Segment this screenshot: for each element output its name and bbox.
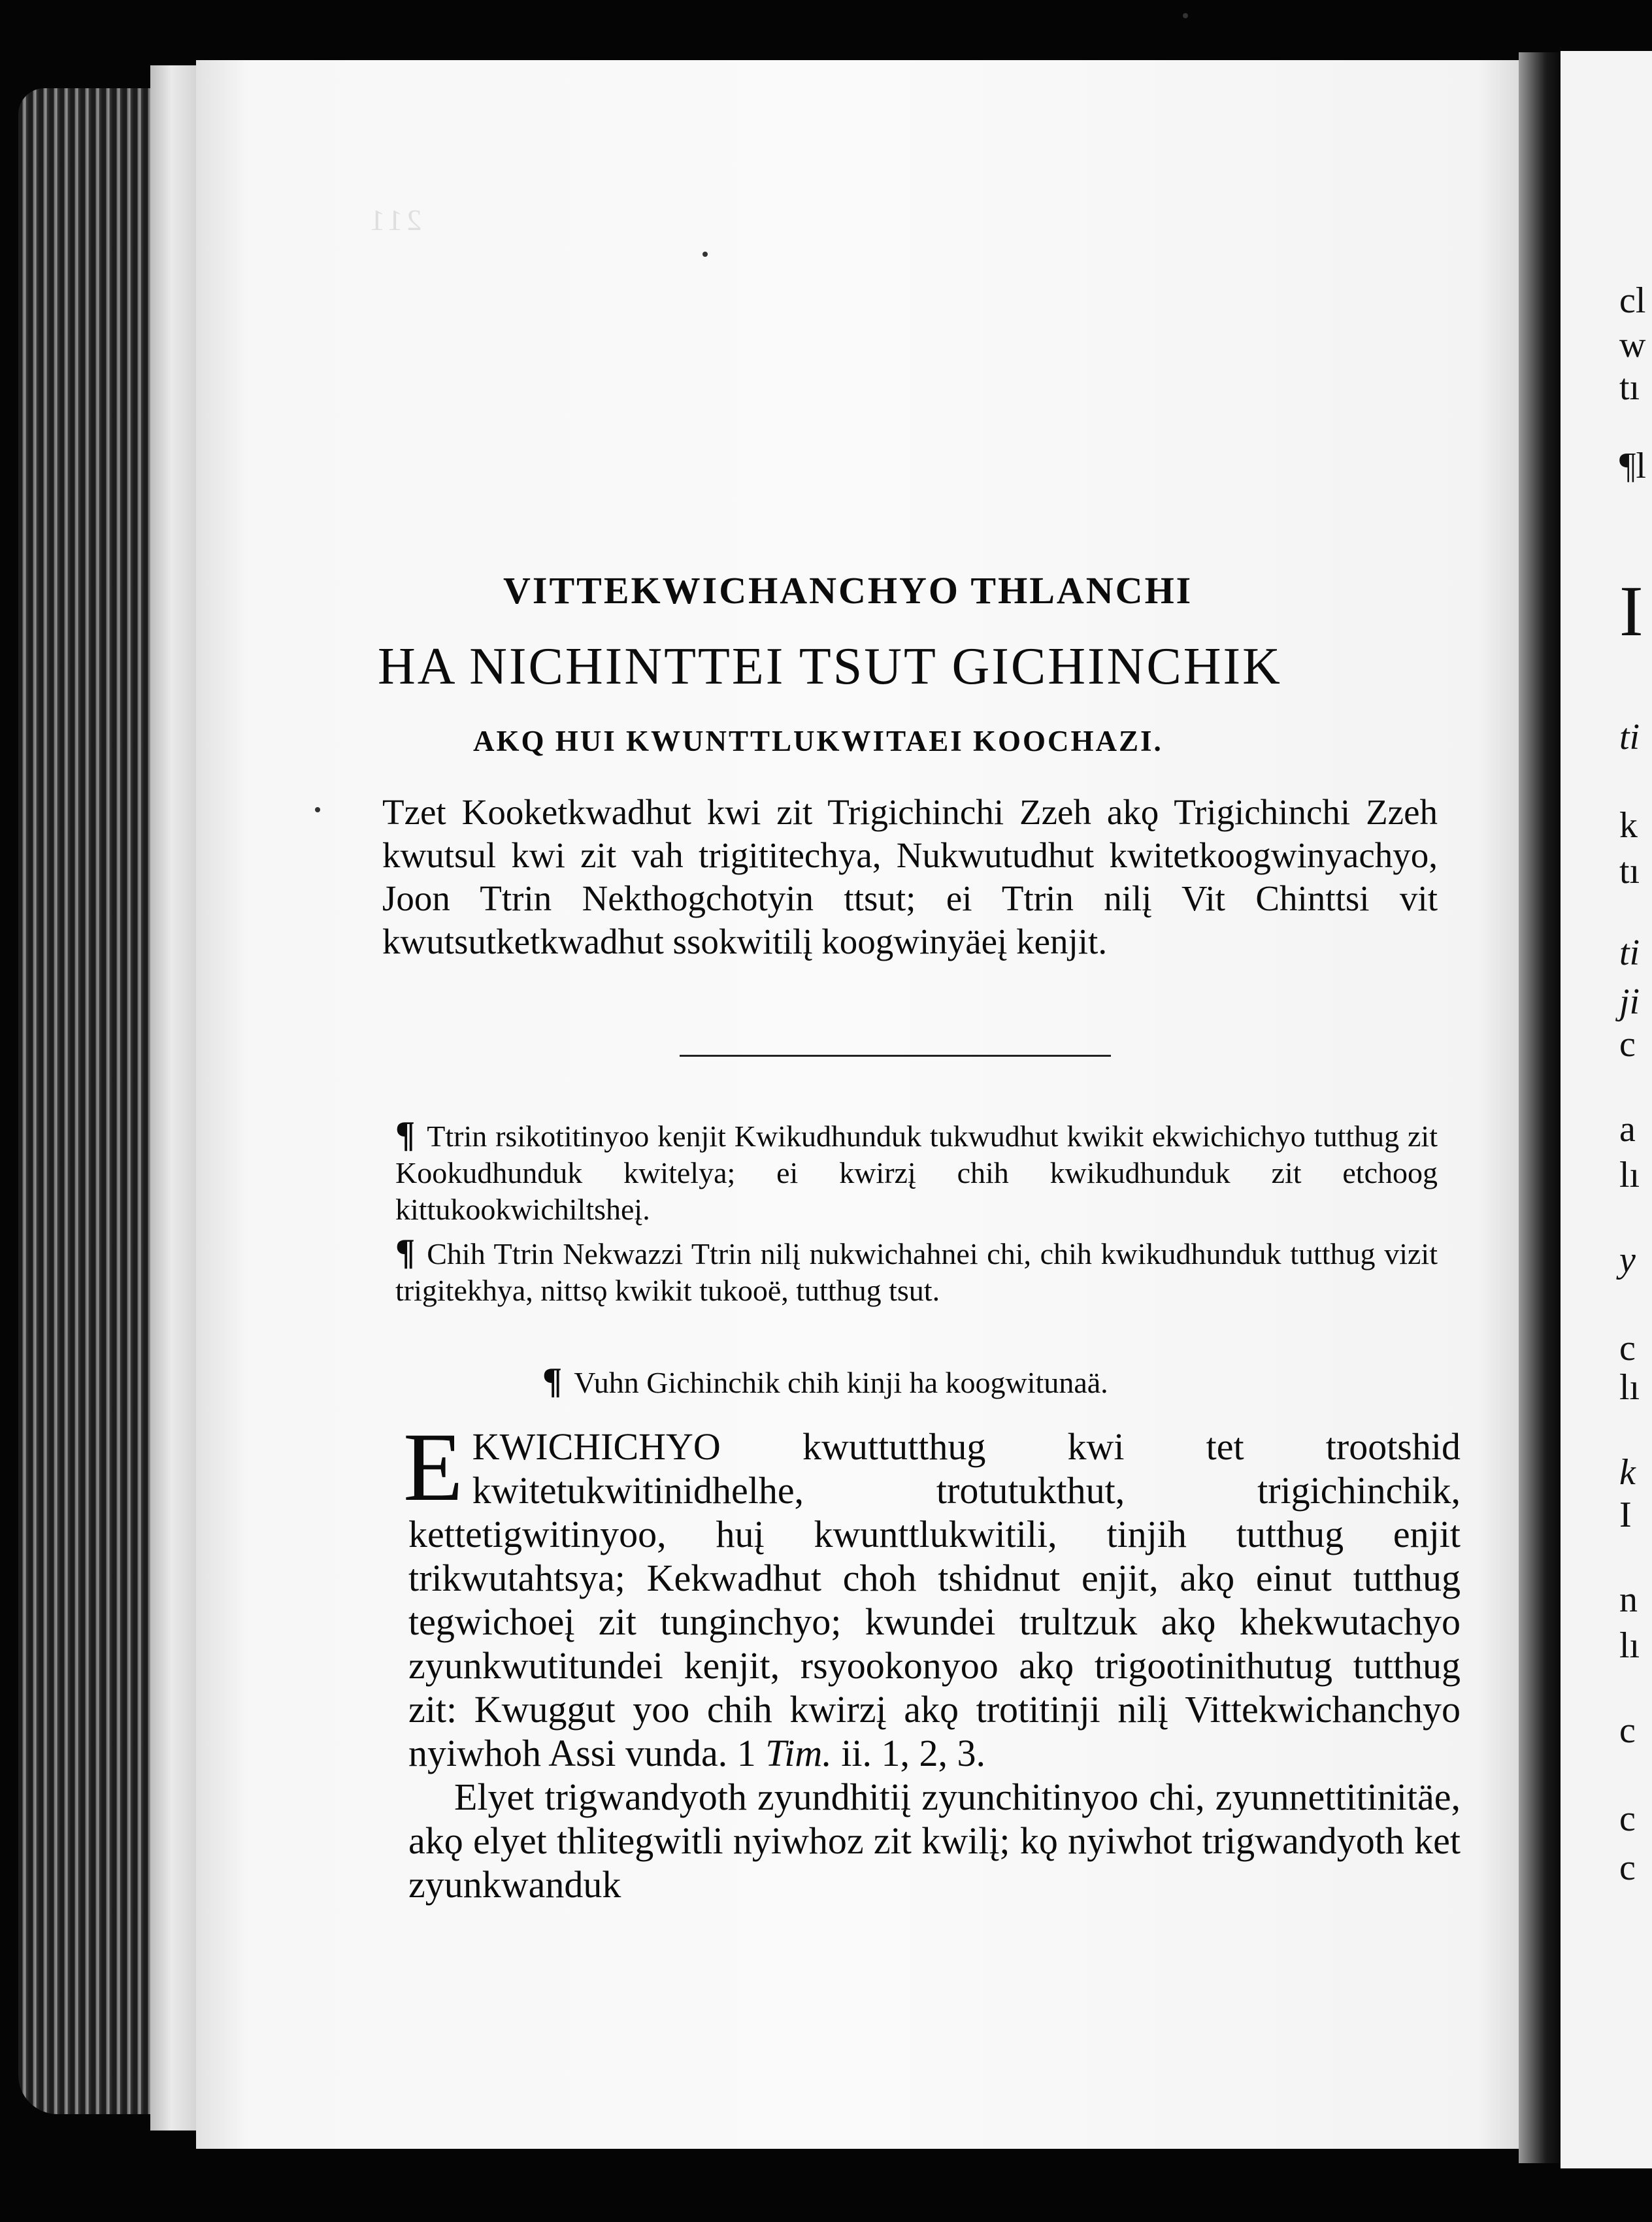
facing-fragment: I: [1619, 1495, 1632, 1535]
facing-fragment: lı: [1619, 1625, 1640, 1666]
drop-cap: E: [403, 1413, 463, 1521]
facing-fragment: c: [1619, 1799, 1636, 1839]
facing-fragment: n: [1619, 1580, 1638, 1620]
facing-fragment: y: [1619, 1240, 1636, 1280]
facing-fragment: ti: [1619, 717, 1640, 757]
body-text: [403, 1413, 1461, 1906]
facing-fragment: tı: [1619, 851, 1640, 891]
paragraph-1-text: KWICHICHYO kwuttutthug kwi tet trootshid kwitetukwitinidhelhe, trotutukthut, trigichinchik, kettetigwitinyoo, huį kwunttlukwitili, tinjih tutthug enjit trikwutahtsya; Kekwadhut choh tshidnut enjit, akǫ einut tutthug tegwichoeį zit tunginchyo; kwundei trultzuk akǫ khekwutachyo zyunkwutitundei kenjit, rsyookonyoo akǫ trigootinithutug tutthug zit: Kwuggut yoo chih kwirzį akǫ trotitinji nilį Vittekwichanchyo nyiwhoh Assi vunda.: [408, 1425, 1461, 1774]
book-gutter: [1519, 52, 1564, 2163]
print-speck: [1183, 13, 1188, 18]
facing-fragment: k: [1619, 805, 1638, 846]
rubric-3-text: Vuhn Gichinchik chih kinji ha koogwitunaä.: [574, 1366, 1108, 1399]
facing-fragment: w: [1619, 325, 1646, 365]
bleed-through-header: 211: [366, 203, 422, 237]
citation-book: Tim.: [765, 1732, 832, 1774]
facing-fragment: lı: [1619, 1367, 1640, 1408]
facing-fragment: a: [1619, 1109, 1636, 1150]
title-line-1: VITTEKWICHANCHYO THLANCHI: [503, 569, 1193, 612]
intro-text: Tzet Kooketkwadhut kwi zit Trigichinchi Zzeh akǫ Trigichinchi Zzeh kwutsul kwi zit vah trigititechya, Nukwutudhut kwitetkoogwinyachyo, Joon Ttrin Nekthogchotyin ttsut; ei Ttrin nilį Vit Chinttsi vit kwutsutketkwadhut ssokwitilį koogwinyäeį kenjit.: [382, 792, 1438, 961]
facing-fragment: ji: [1619, 982, 1640, 1022]
rubric-3: [542, 1363, 1327, 1401]
print-speck: [702, 252, 708, 257]
book-page-stack: [150, 65, 203, 2131]
pilcrow-icon: ¶: [542, 1361, 563, 1401]
pilcrow-icon: ¶: [395, 1232, 416, 1272]
rubric-2-text: Chih Ttrin Nekwazzi Ttrin nilį nukwichahnei chi, chih kwikudhunduk tutthug vizit trigitekhya, nittsǫ kwikit tukooë, tutthug tsut.: [395, 1237, 1438, 1307]
facing-fragment: c: [1619, 1848, 1636, 1888]
facing-fragment: ti: [1619, 933, 1640, 973]
facing-fragment: I: [1619, 571, 1644, 651]
facing-fragment: c: [1619, 1710, 1636, 1751]
body-paragraph-1: [403, 1413, 1461, 1775]
title-line-3: AKQ HUI KWUNTTLUKWITAEI KOOCHAZI.: [473, 725, 1163, 757]
facing-fragment: cl: [1619, 280, 1646, 321]
print-speck: [315, 807, 320, 812]
intro-paragraph: [382, 791, 1438, 963]
section-divider: [680, 1055, 1111, 1057]
body-paragraph-2: Elyet trigwandyoth zyundhitiį zyunchitinyoo chi, zyunnettitinitäe, akǫ elyet thlitegwitli nyiwhoz zit kwilį; kǫ nyiwhot trigwandyoth ket zyunkwanduk: [408, 1776, 1461, 1906]
rubric-1-text: Ttrin rsikotitinyoo kenjit Kwikudhunduk tukwudhut kwikit ekwichichyo tutthug zit Kookudhunduk kwitelya; ei kwirzį chih kwikudhunduk zit etchoog kittukookwichiltsheį.: [395, 1119, 1438, 1226]
rubric-1: [395, 1116, 1438, 1228]
facing-fragment: c: [1619, 1328, 1636, 1368]
facing-fragment: lı: [1619, 1155, 1640, 1195]
rubric-2: [395, 1234, 1438, 1309]
pilcrow-icon: ¶: [395, 1114, 416, 1155]
facing-fragment: k: [1619, 1452, 1636, 1493]
citation-ref: ii. 1, 2, 3.: [841, 1732, 985, 1774]
citation-prefix: 1: [736, 1732, 756, 1774]
facing-fragment: tı: [1619, 367, 1640, 408]
facing-fragment: ¶l: [1619, 446, 1646, 486]
facing-fragment: c: [1619, 1024, 1636, 1065]
title-line-2: HA NICHINTTEI TSUT GICHINCHIK: [378, 638, 1282, 695]
